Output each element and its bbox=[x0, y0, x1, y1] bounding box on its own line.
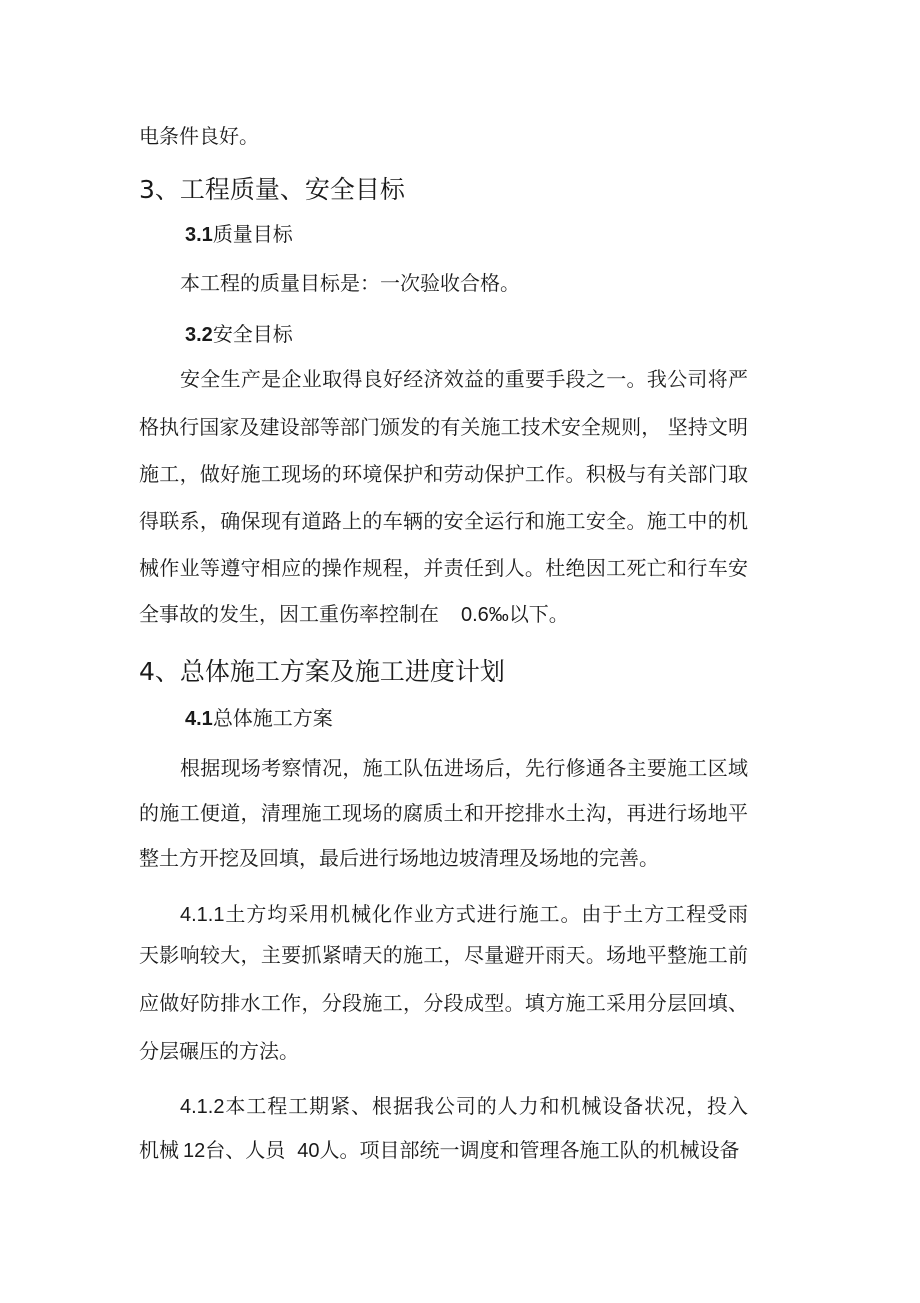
paragraph-line: 本工程的质量目标是：一次验收合格。 bbox=[180, 271, 520, 295]
text-run: 以下。 bbox=[508, 602, 569, 626]
subsection-title: 质量目标 bbox=[212, 222, 293, 246]
paragraph-line: 的施工便道，清理施工现场的腐质土和开挖排水土沟，再进行场地平 bbox=[139, 801, 748, 825]
section-heading-4: 4、总体施工方案及施工进度计划 bbox=[139, 657, 505, 686]
text-run: 本工程工期紧、根据我公司的人力和机械设备状况，投入 bbox=[224, 1094, 748, 1118]
paragraph-line: 根据现场考察情况，施工队伍进场后，先行修通各主要施工区域 bbox=[180, 756, 748, 780]
subsection-heading-3-2 bbox=[185, 322, 293, 347]
paragraph-line: 整土方开挖及回填，最后进行场地边坡清理及场地的完善。 bbox=[139, 846, 659, 870]
paragraph-line: 电条件良好。 bbox=[139, 124, 259, 148]
paragraph-line: 安全生产是企业取得良好经济效益的重要手段之一。我公司将严 bbox=[180, 367, 748, 391]
subsection-number: 3.1 bbox=[185, 224, 213, 246]
paragraph-line: 得联系，确保现有道路上的车辆的安全运行和施工安全。施工中的机 bbox=[139, 509, 748, 533]
subsection-heading-4-1 bbox=[185, 706, 333, 731]
paragraph-line: 械作业等遵守相应的操作规程，并责任到人。杜绝因工死亡和行车安 bbox=[139, 556, 748, 580]
subsection-number: 4.1 bbox=[185, 708, 213, 730]
text-run: 0.6‰ bbox=[461, 604, 509, 626]
paragraph-line: 格执行国家及建设部等部门颁发的有关施工技术安全规则， 坚持文明 bbox=[139, 415, 748, 439]
subsection-title: 安全目标 bbox=[212, 322, 293, 346]
paragraph-line bbox=[139, 602, 569, 627]
clause-number: 4.1.2 bbox=[180, 1096, 225, 1118]
clause-number: 4.1.1 bbox=[180, 904, 225, 926]
text-run: 台、人员 bbox=[205, 1138, 286, 1162]
paragraph-line bbox=[180, 1094, 748, 1119]
text-run: 人。项目部统一调度和管理各施工队的机械设备 bbox=[319, 1138, 740, 1162]
section-heading-3: 3、工程质量、安全目标 bbox=[139, 175, 405, 204]
subsection-heading-3-1 bbox=[185, 222, 293, 247]
paragraph-line: 分层碾压的方法。 bbox=[139, 1039, 299, 1063]
text-run: 12 bbox=[183, 1140, 206, 1162]
paragraph-line: 施工，做好施工现场的环境保护和劳动保护工作。积极与有关部门取 bbox=[139, 462, 748, 486]
text-run: 土方均采用机械化作业方式进行施工。由于土方工程受雨 bbox=[224, 902, 748, 926]
paragraph-line: 天影响较大，主要抓紧晴天的施工，尽量避开雨天。场地平整施工前 bbox=[139, 943, 748, 967]
subsection-title: 总体施工方案 bbox=[212, 706, 333, 730]
paragraph-line bbox=[139, 1138, 740, 1163]
text-run: 全事故的发生，因工重伤率控制在 bbox=[139, 602, 439, 626]
text-run: 机械 bbox=[139, 1138, 179, 1162]
text-run: 40 bbox=[297, 1140, 320, 1162]
paragraph-line: 应做好防排水工作，分段施工，分段成型。填方施工采用分层回填、 bbox=[139, 991, 748, 1015]
paragraph-line bbox=[180, 902, 748, 927]
subsection-number: 3.2 bbox=[185, 324, 213, 346]
